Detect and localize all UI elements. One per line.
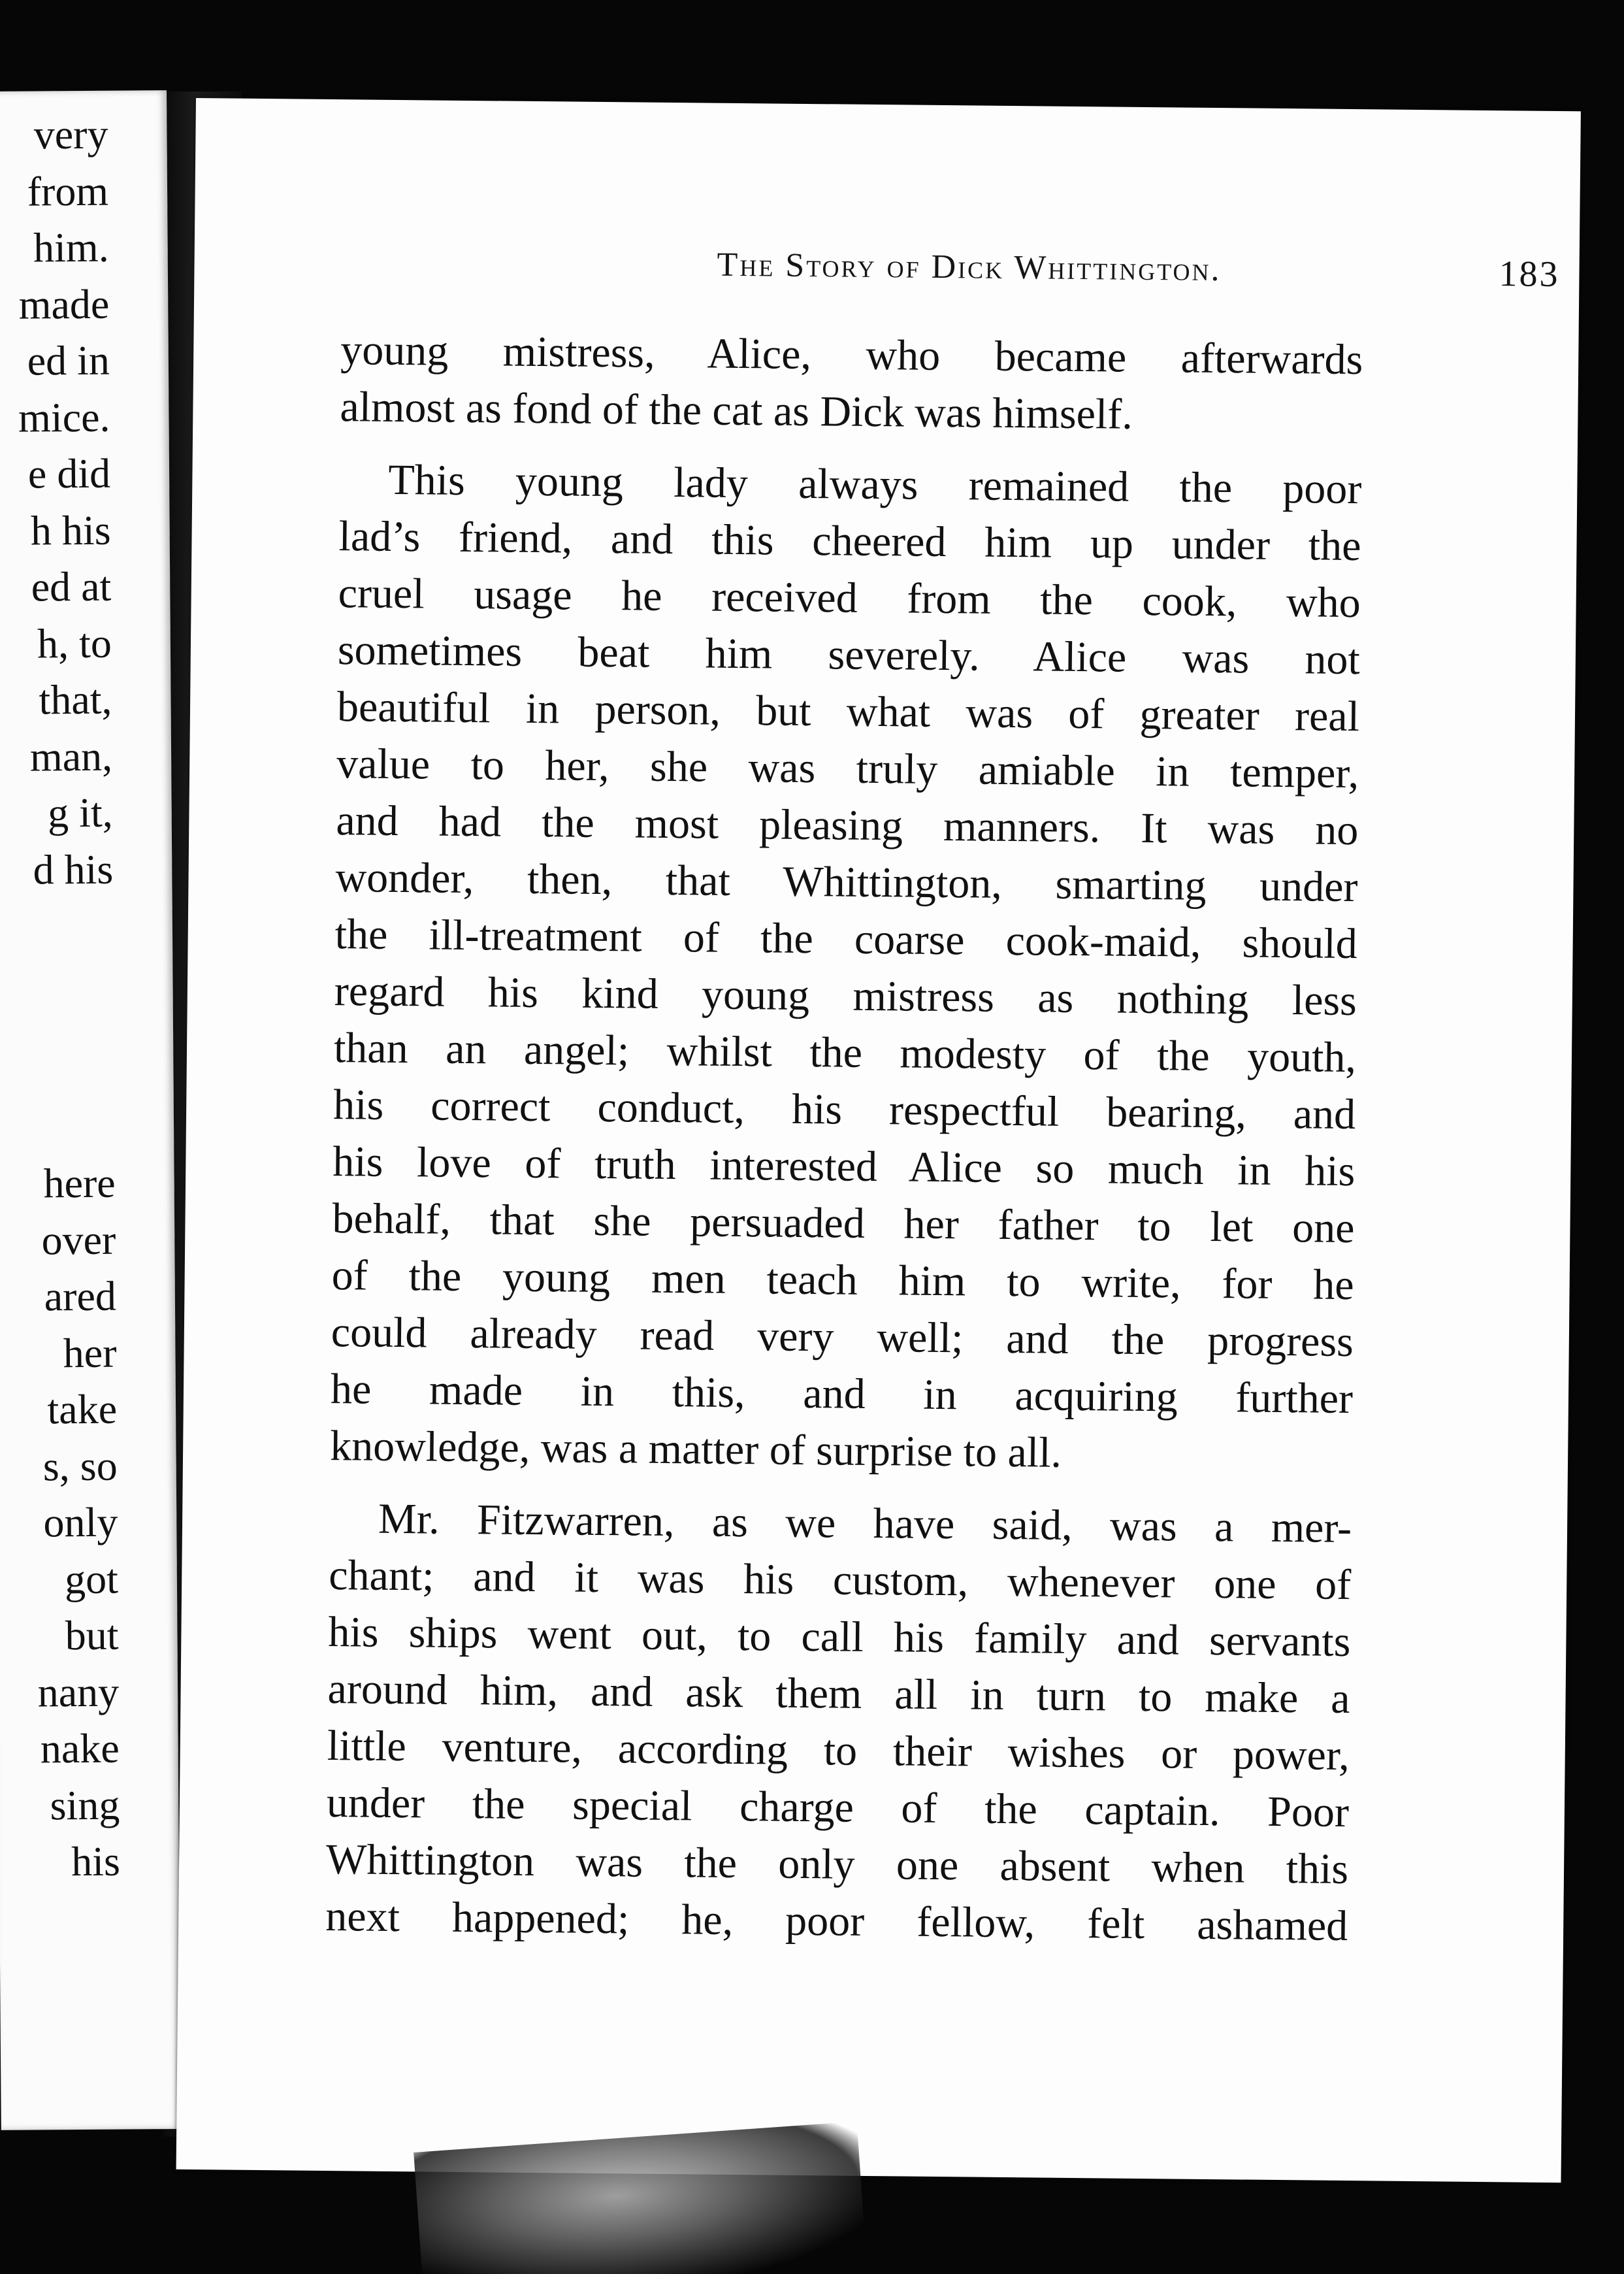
text-line: his correct conduct, his respectful bearing, and bbox=[333, 1081, 1356, 1139]
left-page-line-fragment: made bbox=[18, 280, 110, 328]
text-line: the ill-treatment of the coarse cook-maid, should bbox=[334, 910, 1358, 968]
text-line: his ships went out, to call his family and servants bbox=[328, 1608, 1351, 1666]
text-line: next happened; he, poor fellow, felt ashamed bbox=[325, 1892, 1348, 1951]
left-page-line-fragment: nany bbox=[37, 1668, 120, 1716]
left-page-line-fragment: here bbox=[43, 1159, 116, 1207]
left-page-line-fragment: ed at bbox=[31, 563, 112, 610]
text-line: young mistress, Alice, who became afterwards bbox=[340, 326, 1363, 384]
text-line: of the young men teach him to write, for he bbox=[331, 1251, 1354, 1310]
left-page-line-fragment: from bbox=[27, 167, 109, 215]
left-page-line-fragment: take bbox=[47, 1385, 118, 1433]
left-page-text bbox=[0, 90, 167, 1885]
left-page-line-fragment: man, bbox=[29, 733, 113, 780]
left-page-line-fragment: very bbox=[33, 110, 108, 158]
text-line: and had the most pleasing manners. It was no bbox=[336, 797, 1359, 855]
left-page-line-fragment: sing bbox=[50, 1781, 120, 1828]
paragraph bbox=[330, 451, 1362, 1484]
text-line: lad’s friend, and this cheered him up under the bbox=[338, 512, 1361, 570]
left-page-line-fragment: e did bbox=[27, 450, 111, 497]
body-text bbox=[325, 321, 1363, 1970]
text-line: value to her, she was truly amiable in temper, bbox=[336, 740, 1359, 798]
left-page-line-fragment: ared bbox=[44, 1272, 117, 1320]
left-page-line-fragment: that, bbox=[39, 676, 112, 723]
left-page-line-fragment: s, so bbox=[42, 1442, 118, 1489]
page-number: 183 bbox=[1499, 254, 1560, 295]
text-line: around him, and ask them all in turn to make a bbox=[327, 1665, 1350, 1723]
text-line: knowledge, was a matter of surprise to all. bbox=[329, 1422, 1062, 1477]
left-page-line-fragment: got bbox=[64, 1555, 119, 1602]
text-line: wonder, then, that Whittington, smarting under bbox=[335, 853, 1358, 912]
text-line: chant; and it was his custom, whenever one of bbox=[328, 1551, 1352, 1609]
left-page-line-fragment: g it, bbox=[47, 789, 113, 836]
text-line: he made in this, and in acquiring further bbox=[330, 1365, 1354, 1423]
text-line: regard his kind young mistress as nothing less bbox=[334, 967, 1357, 1025]
left-page bbox=[0, 90, 181, 2130]
text-line: behalf, that she persuaded her father to let one bbox=[332, 1195, 1355, 1253]
text-line: sometimes beat him severely. Alice was not bbox=[337, 626, 1361, 684]
left-page-line-fragment: nake bbox=[40, 1724, 120, 1772]
left-page-line-fragment: his bbox=[71, 1837, 121, 1885]
text-line: Whittington was the only one absent when this bbox=[325, 1836, 1349, 1894]
text-line: under the special charge of the captain. Poor bbox=[326, 1779, 1350, 1837]
left-page-line-fragment: h, to bbox=[37, 619, 112, 667]
left-page-line-fragment: ed in bbox=[27, 337, 110, 384]
paragraph bbox=[325, 1490, 1352, 1954]
text-line: Mr. Fitzwarren, as we have said, was a mer- bbox=[378, 1494, 1352, 1553]
left-page-line-fragment: mice. bbox=[18, 393, 110, 441]
text-line: little venture, according to their wishes or power, bbox=[327, 1722, 1350, 1780]
text-line: cruel usage he received from the cook, who bbox=[338, 569, 1361, 627]
running-head bbox=[521, 246, 1567, 295]
left-page-line-fragment: only bbox=[43, 1498, 118, 1546]
text-line: This young lady always remained the poor bbox=[388, 455, 1362, 514]
text-line: could already read very well; and the progress bbox=[331, 1308, 1354, 1366]
right-page bbox=[176, 98, 1581, 2183]
text-line: his love of truth interested Alice so much in his bbox=[333, 1138, 1356, 1196]
text-line: beautiful in person, but what was of greater real bbox=[336, 683, 1360, 741]
left-page-line-fragment: him. bbox=[33, 223, 109, 271]
left-page-line-fragment: h his bbox=[30, 506, 111, 554]
text-line: almost as fond of the cat as Dick was himself. bbox=[340, 383, 1133, 438]
left-page-line-fragment: over bbox=[41, 1216, 116, 1263]
left-page-line-fragment: d his bbox=[33, 846, 114, 893]
running-title: The Story of Dick Whittington. bbox=[717, 246, 1222, 289]
left-page-line-fragment: but bbox=[65, 1611, 119, 1659]
left-page-line-fragment: her bbox=[63, 1329, 117, 1376]
text-line: than an angel; whilst the modesty of the youth, bbox=[333, 1024, 1357, 1082]
paragraph bbox=[340, 321, 1363, 445]
